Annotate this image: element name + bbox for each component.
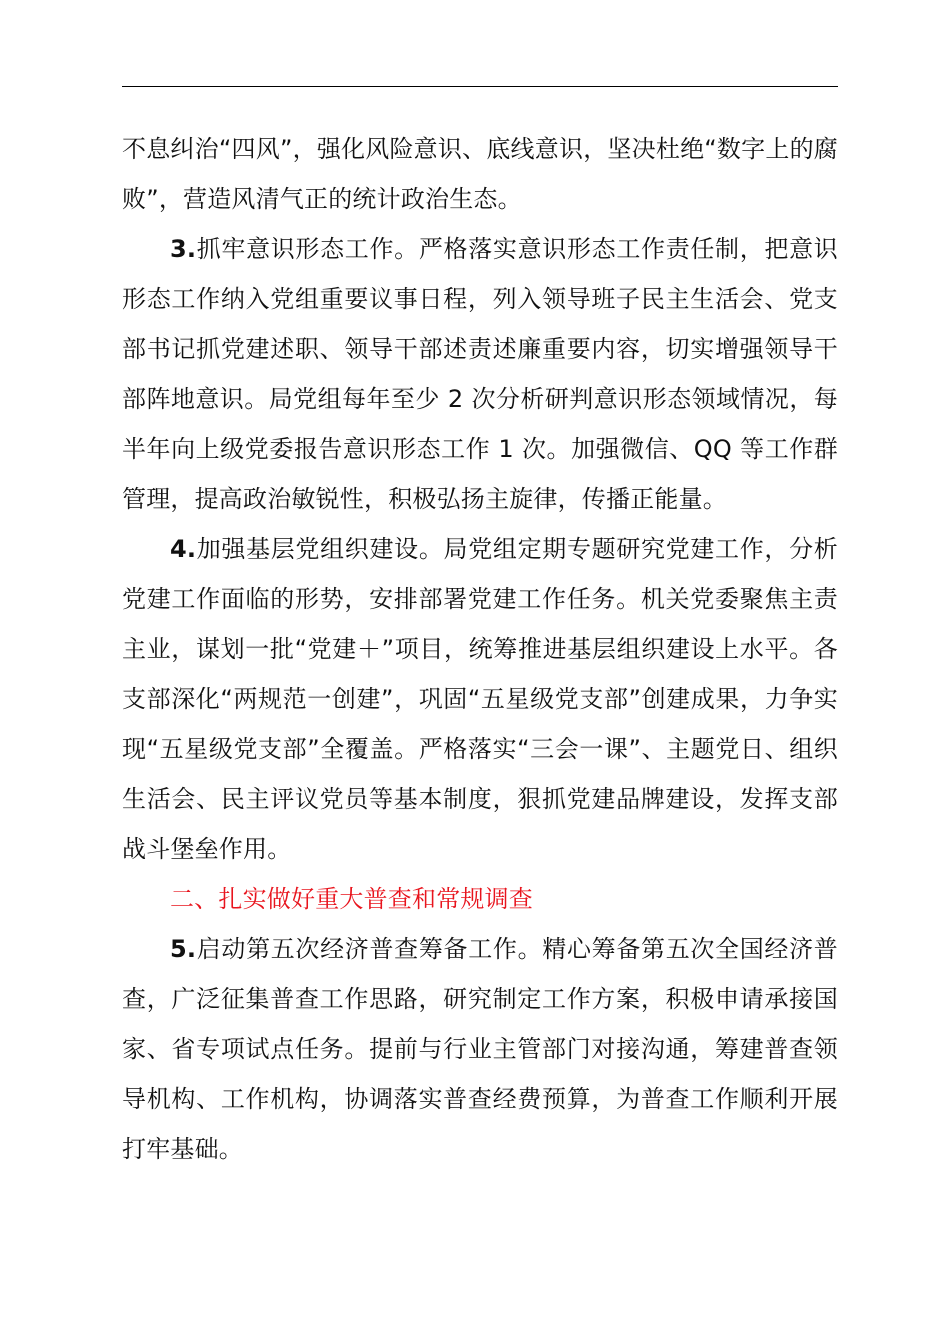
paragraph-3-ideology-work (122, 224, 838, 524)
paragraph-number: 3. (170, 235, 197, 263)
paragraph-number: 5. (170, 935, 197, 963)
paragraph-text: 抓牢意识形态工作。严格落实意识形态工作责任制，把意识形态工作纳入党组重要议事日程，列入领导班子民主生活会、党支部书记抓党建述职、领导干部述责述廉重要内容，切实增强领导干部阵地意识。局党组每年至少 2 次分析研判意识形态领域情况，每半年向上级党委报告意识形态工作 1 次。加强微信、QQ 等工作群管理，提高政治敏锐性，积极弘扬主旋律，传播正能量。 (122, 235, 838, 513)
header-rule (122, 86, 838, 87)
document-body (122, 124, 838, 1174)
section-heading-census (122, 874, 838, 924)
section-heading-text: 二、扎实做好重大普查和常规调查 (170, 885, 533, 913)
paragraph-text: 不息纠治“四风”，强化风险意识、底线意识，坚决杜绝“数字上的腐败”，营造风清气正的统计政治生态。 (122, 135, 838, 213)
paragraph-text: 启动第五次经济普查筹备工作。精心筹备第五次全国经济普查，广泛征集普查工作思路，研究制定工作方案，积极申请承接国家、省专项试点任务。提前与行业主管部门对接沟通，筹建普查领导机构、工作机构，协调落实普查经费预算，为普查工作顺利开展打牢基础。 (122, 935, 838, 1163)
paragraph-continuation (122, 124, 838, 224)
paragraph-text: 加强基层党组织建设。局党组定期专题研究党建工作，分析党建工作面临的形势，安排部署党建工作任务。机关党委聚焦主责主业，谋划一批“党建＋”项目，统筹推进基层组织建设上水平。各支部深化“两规范一创建”，巩固“五星级党支部”创建成果，力争实现“五星级党支部”全覆盖。严格落实“三会一课”、主题党日、组织生活会、民主评议党员等基本制度，狠抓党建品牌建设，发挥支部战斗堡垒作用。 (122, 535, 838, 863)
paragraph-5-economic-census (122, 924, 838, 1174)
paragraph-number: 4. (170, 535, 197, 563)
paragraph-4-party-building (122, 524, 838, 874)
